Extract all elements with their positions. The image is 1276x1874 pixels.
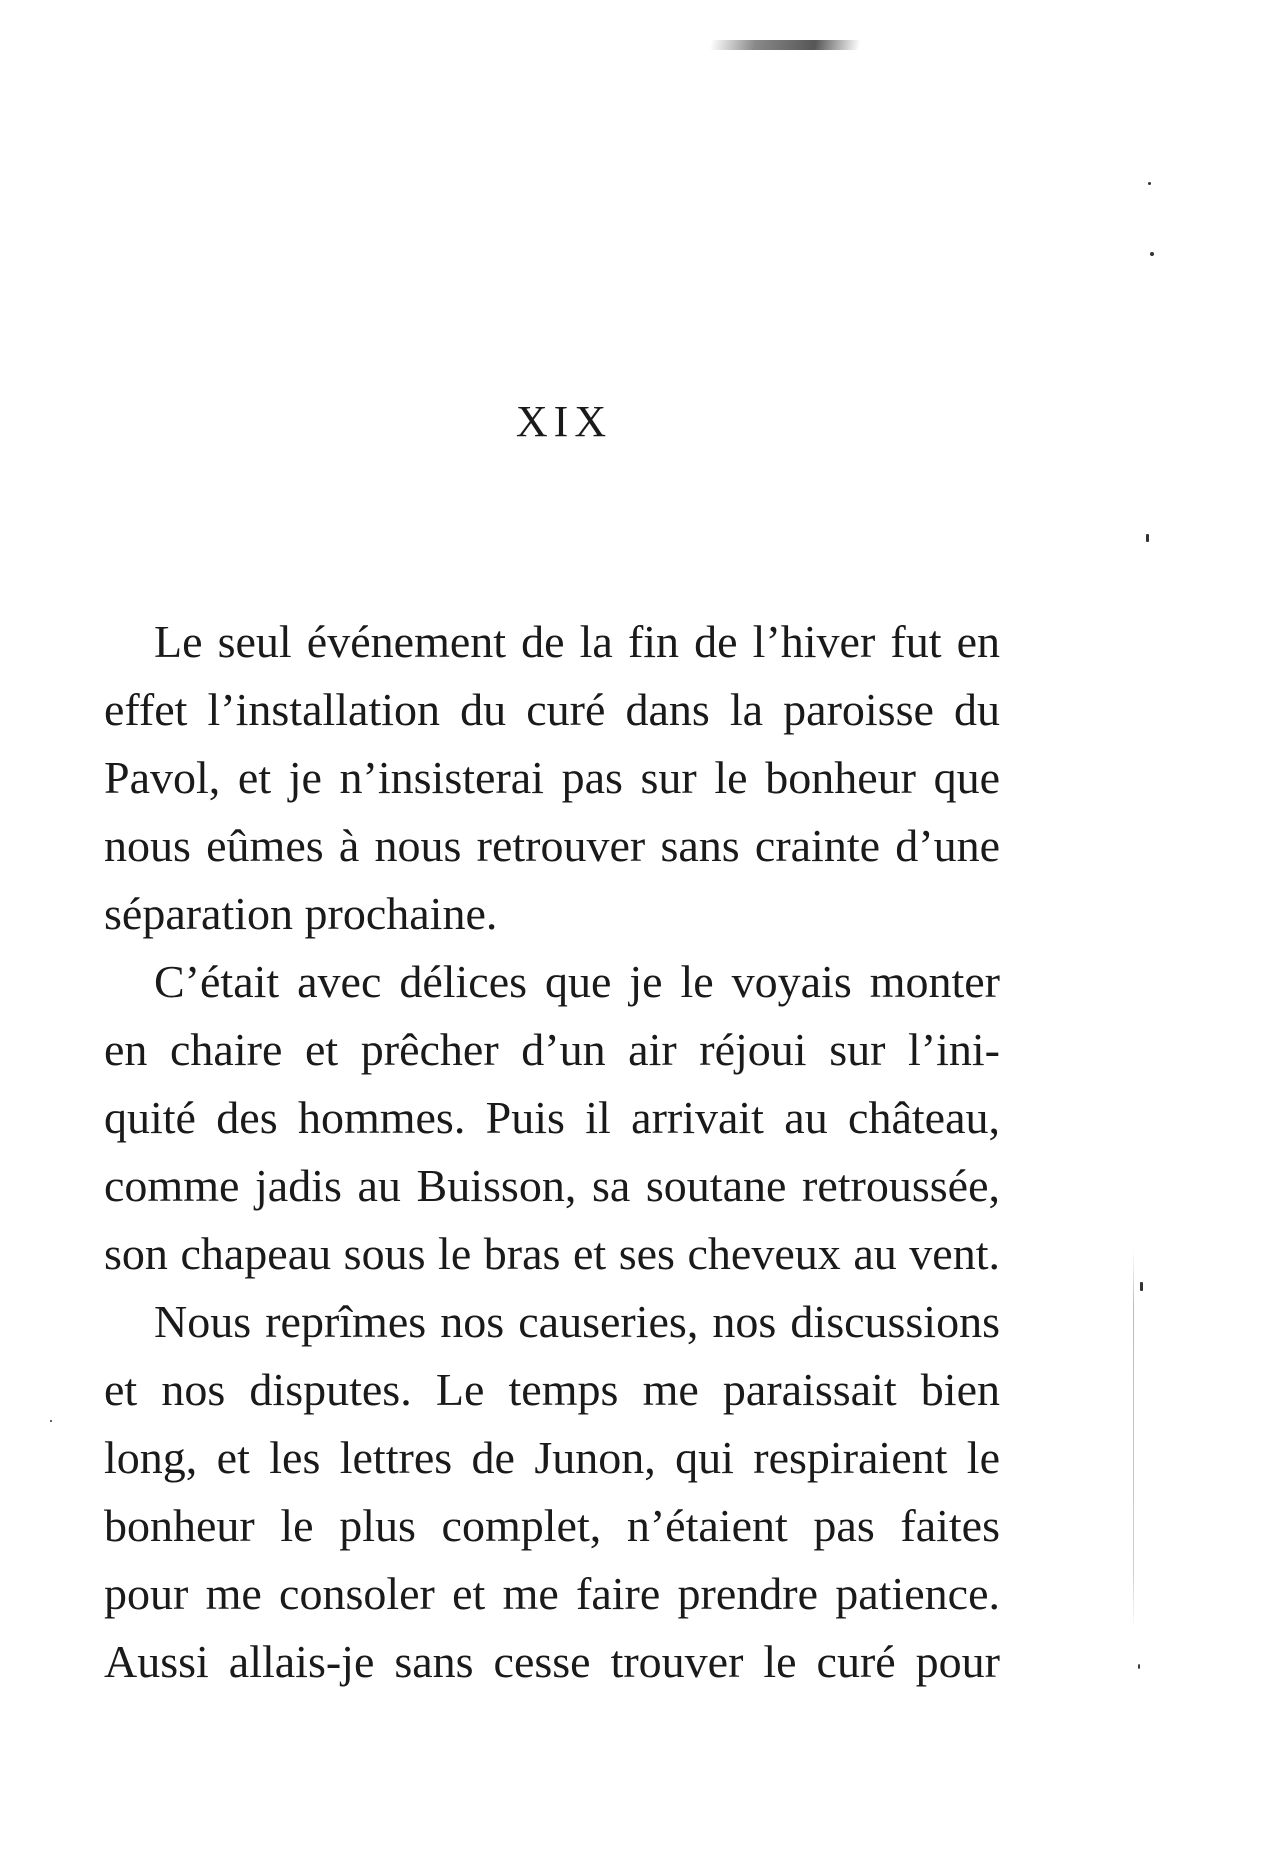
body-text (104, 608, 1000, 1696)
text-line: et nos disputes. Le temps me paraissait bien (104, 1364, 1000, 1415)
text-line: séparation prochaine. (104, 888, 498, 939)
text-line: Aussi allais-je sans cesse trouver le curé pour (104, 1636, 1000, 1687)
text-line: Pavol, et je n’insisterai pas sur le bonheur que (104, 752, 1000, 803)
scan-speck (50, 1420, 52, 1422)
text-line: Le seul événement de la fin de l’hiver fut en (154, 616, 1000, 667)
chapter-heading: XIX (515, 397, 613, 446)
text-line: effet l’installation du curé dans la paroisse du (104, 684, 1000, 735)
text-line: nous eûmes à nous retrouver sans crainte d’une (104, 820, 1000, 871)
text-line: en chaire et prêcher d’un air réjoui sur l’ini- (104, 1024, 1000, 1075)
text-line: Nous reprîmes nos causeries, nos discussions (154, 1296, 1000, 1347)
text-line: pour me consoler et me faire prendre patience. (104, 1568, 1000, 1619)
text-line: son chapeau sous le bras et ses cheveux au vent. (104, 1228, 1000, 1279)
scan-speck (1148, 182, 1151, 185)
text-line: long, et les lettres de Junon, qui respiraient le (104, 1432, 1000, 1483)
page-edge-shadow (1133, 1250, 1134, 1630)
text-line: C’était avec délices que je le voyais monter (154, 956, 1000, 1007)
text-line: comme jadis au Buisson, sa soutane retroussée, (104, 1160, 1000, 1211)
text-line: quité des hommes. Puis il arrivait au château, (104, 1092, 1000, 1143)
scan-speck (1146, 534, 1149, 542)
scan-speck (1150, 252, 1154, 256)
scan-speck (1138, 1664, 1140, 1669)
scan-speck (1140, 1282, 1143, 1291)
print-smudge (709, 40, 861, 50)
text-line: bonheur le plus complet, n’étaient pas faites (104, 1500, 1000, 1551)
